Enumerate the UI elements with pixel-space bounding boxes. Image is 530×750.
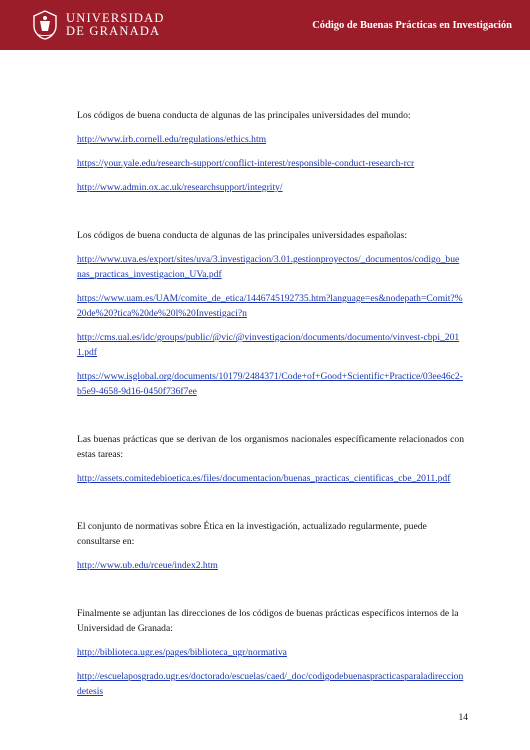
link-cornell[interactable]: http://www.irb.cornell.edu/regulations/ethics.htm <box>77 134 267 145</box>
section-ethics-regulations-intro: El conjunto de normativas sobre Ética en la investigación, actualizado regularmente, puede consultarse en: <box>77 521 427 547</box>
link-bioetica[interactable]: http://assets.comitedebioetica.es/files/documentacion/buenas_practicas_cientificas_cbe_2011.pdf <box>77 473 451 484</box>
link-ub-rceue[interactable]: http://www.ub.edu/rceue/index2.htm <box>77 560 218 571</box>
link-ugr-posgrado[interactable]: http://escuelaposgrado.ugr.es/doctorado/escuelas/caed/_doc/codigodebuenaspracticasparaladirecciondetesis <box>77 671 464 697</box>
link-ual[interactable]: http://cms.ual.es/idc/groups/public/@vic/@vinvestigacion/documents/documento/vinvest-cbpi_2011.pdf <box>77 332 460 358</box>
link-uva[interactable]: http://www.uva.es/export/sites/uva/3.investigacion/3.01.gestionproyectos/_documentos/codigo_buenas_practicas_investigacion_UVa.pdf <box>77 254 460 280</box>
university-logo-text <box>66 12 165 38</box>
university-seal-icon <box>31 10 59 40</box>
page-number: 14 <box>458 713 468 723</box>
link-yale[interactable]: https://your.yale.edu/research-support/conflict-interest/responsible-conduct-research-rcr <box>77 158 415 169</box>
document-title: Código de Buenas Prácticas en Investigación <box>312 20 512 31</box>
logo-line-2: DE GRANADA <box>66 24 161 38</box>
section-spanish-universities-intro: Los códigos de buena conducta de algunas de las principales universidades españolas: <box>77 230 408 241</box>
link-isglobal[interactable]: https://www.isglobal.org/documents/10179/2484371/Code+of+Good+Scientific+Practice/03ee46c2-b5e9-4658-9d16-0450f736f7ee <box>77 371 463 397</box>
link-ugr-biblioteca[interactable]: http://biblioteca.ugr.es/pages/biblioteca_ugr/normativa <box>77 647 287 658</box>
link-oxford[interactable]: http://www.admin.ox.ac.uk/researchsupport/integrity/ <box>77 182 283 193</box>
section-world-universities-intro: Los códigos de buena conducta de algunas de las principales universidades del mundo: <box>77 110 411 121</box>
page-header <box>0 0 530 50</box>
logo-line-1: UNIVERSIDAD <box>66 11 165 25</box>
page-content <box>77 108 464 699</box>
link-uam[interactable]: https://www.uam.es/UAM/comite_de_etica/1446745192735.htm?language=es&nodepath=Comit?%20de%20?tica%20de%20l%20Investigaci?n <box>77 293 463 319</box>
section-ugr-codes-intro: Finalmente se adjuntan las direcciones de los códigos de buenas prácticas específicos internos de la Universidad de Granada: <box>77 608 459 634</box>
section-national-organisms-intro: Las buenas prácticas que se derivan de los organismos nacionales específicamente relacionados con estas tareas: <box>77 434 464 460</box>
